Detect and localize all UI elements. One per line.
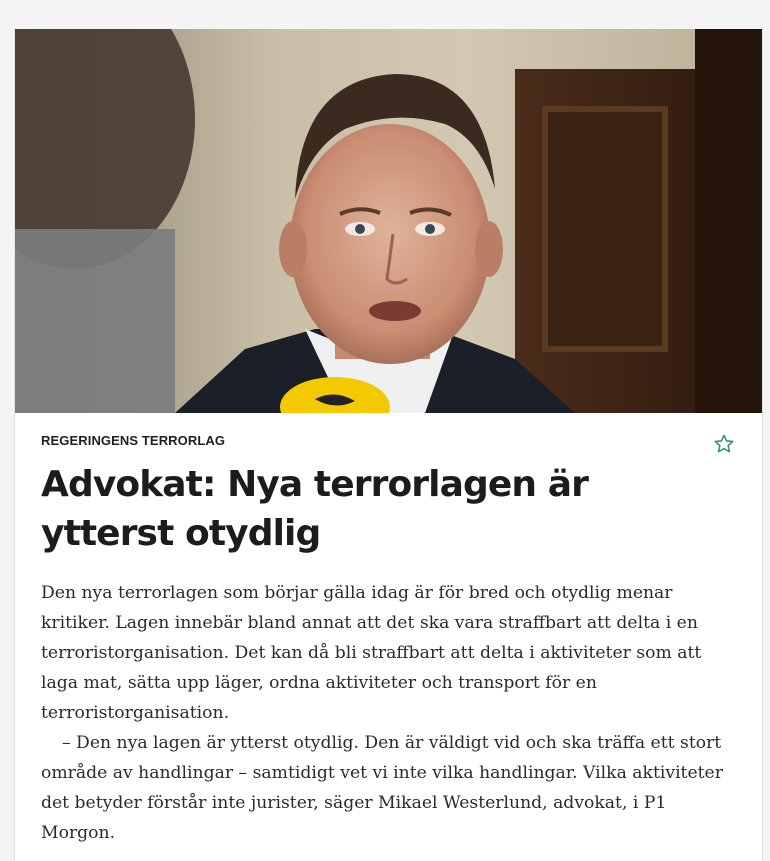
article-body xyxy=(41,578,741,848)
hero-photo-illustration xyxy=(15,29,762,413)
article-card xyxy=(14,29,763,861)
topic-label[interactable]: REGERINGENS TERRORLAG xyxy=(41,433,226,448)
article-quote: – Den nya lagen är ytterst otydlig. Den är väldigt vid och ska träffa ett stort område av handlingar – samtidigt vet vi inte vilka handlingar. Vilka aktiviteter det betyder förstår inte jurister, säger Mikael Westerlund, advokat, i P1 Morgon. xyxy=(41,733,723,843)
star-outline-icon[interactable] xyxy=(713,433,735,455)
hero-image[interactable] xyxy=(15,29,762,413)
article-headline[interactable]: Advokat: Nya terrorlagen är ytterst otydlig xyxy=(41,464,588,554)
article-lead: Den nya terrorlagen som börjar gälla idag är för bred och otydlig menar kritiker. Lagen innebär bland annat att det ska vara straffbart att delta i en terroristorganisation. Det kan då bli straffbart att delta i aktiviteter som att laga mat, sätta upp läger, ordna aktiviteter och transport för en terroristorganisation. xyxy=(41,583,702,723)
